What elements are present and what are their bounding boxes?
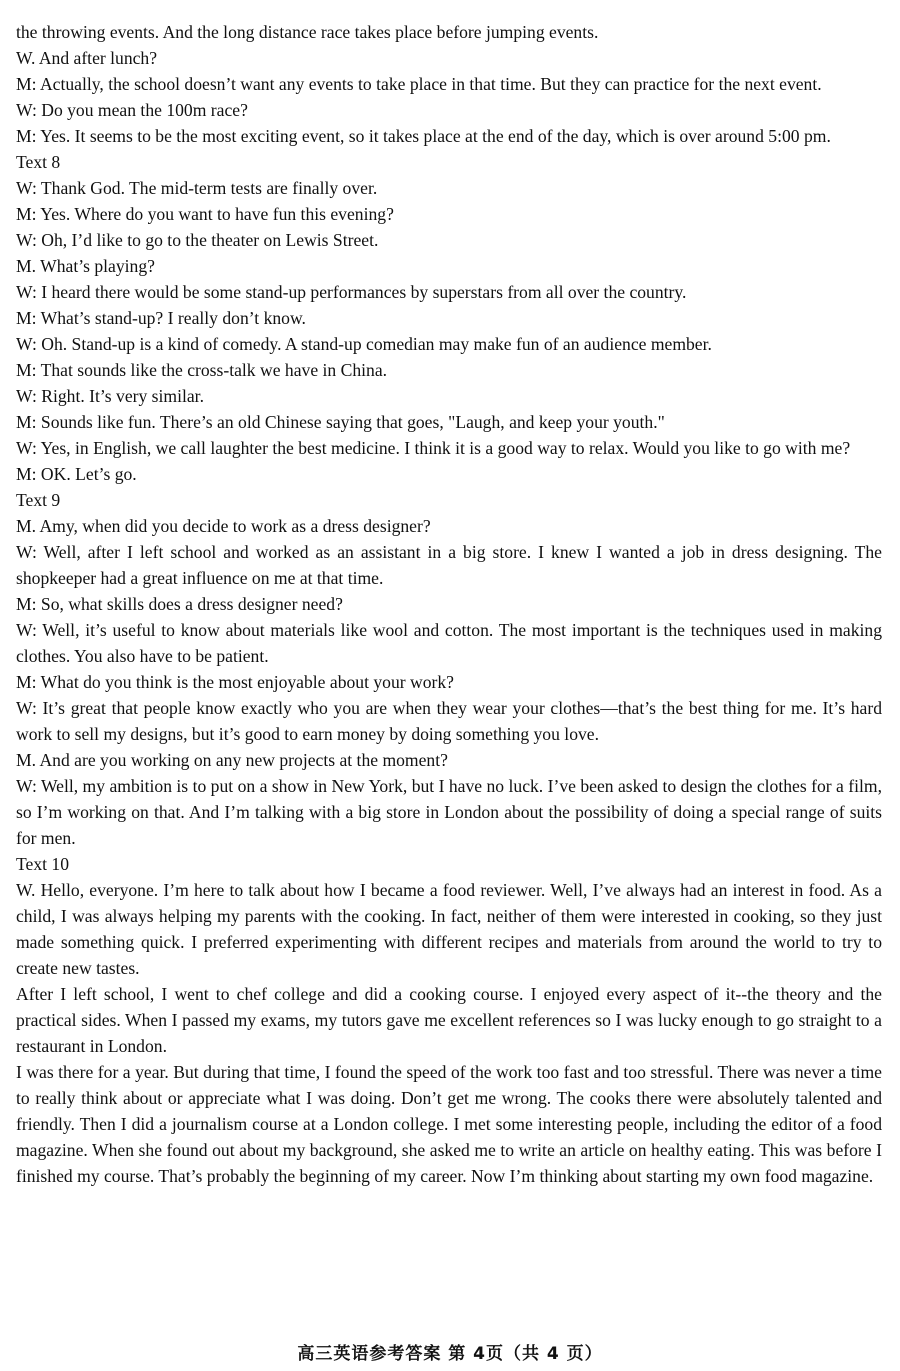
transcript-line: W: Yes, in English, we call laughter the best medicine. I think it is a good way to relax. Would you like to go with me?: [16, 438, 851, 458]
transcript-line: M. And are you working on any new projects at the moment?: [16, 750, 448, 770]
transcript-line: M. What’s playing?: [16, 256, 155, 276]
transcript-line: W: Well, my ambition is to put on a show in New York, but I have no luck. I’ve been asked to design the clothes for a film, so I’m working on that. And I’m talking with a big store in London about the possibility of doing a special range of suits for men.: [16, 776, 882, 848]
transcript-line: W: Do you mean the 100m race?: [16, 100, 248, 120]
transcript-line: M: That sounds like the cross-talk we have in China.: [16, 360, 388, 380]
transcript-line: M: So, what skills does a dress designer need?: [16, 594, 343, 614]
transcript-line: M: Actually, the school doesn’t want any events to take place in that time. But they can practice for the next event.: [16, 74, 822, 94]
section-heading-text-8: Text 8: [16, 152, 61, 172]
transcript-line: M. Amy, when did you decide to work as a dress designer?: [16, 516, 431, 536]
transcript-line: M: What’s stand-up? I really don’t know.: [16, 308, 306, 328]
transcript-line: W: I heard there would be some stand-up performances by superstars from all over the country.: [16, 282, 687, 302]
transcript-line: W: Thank God. The mid-term tests are finally over.: [16, 178, 378, 198]
transcript-line: M: Yes. Where do you want to have fun this evening?: [16, 204, 394, 224]
transcript-line: W. And after lunch?: [16, 48, 158, 68]
transcript-line: M: What do you think is the most enjoyable about your work?: [16, 672, 454, 692]
transcript-line: M: Sounds like fun. There’s an old Chinese saying that goes, "Laugh, and keep your youth.": [16, 412, 665, 432]
transcript-line: M: Yes. It seems to be the most exciting event, so it takes place at the end of the day, which is over around 5:00 pm.: [16, 126, 831, 146]
page-footer: 高三英语参考答案 第 4页（共 4 页）: [297, 1344, 603, 1364]
transcript-line: W: It’s great that people know exactly who you are when they wear your clothes—that’s the best thing for me. It’s hard work to sell my designs, but it’s good to earn money by doing something you love.: [16, 698, 882, 744]
transcript-line: W: Oh. Stand-up is a kind of comedy. A stand-up comedian may make fun of an audience member.: [16, 334, 712, 354]
transcript-line: W: Right. It’s very similar.: [16, 386, 204, 406]
transcript-line: M: OK. Let’s go.: [16, 464, 137, 484]
transcript-line: W: Oh, I’d like to go to the theater on Lewis Street.: [16, 230, 379, 250]
section-heading-text-10: Text 10: [16, 854, 70, 874]
transcript-body: [16, 19, 882, 1189]
transcript-paragraph: After I left school, I went to chef college and did a cooking course. I enjoyed every aspect of it--the theory and the practical sides. When I passed my exams, my tutors gave me excellent references so I was lucky enough to go straight to a restaurant in London.: [16, 984, 882, 1056]
transcript-line: W: Well, after I left school and worked as an assistant in a big store. I knew I wanted a job in dress designing. The shopkeeper had a great influence on me at that time.: [16, 542, 882, 588]
section-heading-text-9: Text 9: [16, 490, 61, 510]
transcript-paragraph: I was there for a year. But during that time, I found the speed of the work too fast and too stressful. There was never a time to really think about or appreciate what I was doing. Don’t get me wrong. The cooks there were absolutely talented and friendly. Then I did a journalism course at a London college. I met some interesting people, including the editor of a food magazine. When she found out about my background, she asked me to write an article on healthy eating. This was before I finished my course. That’s probably the beginning of my career. Now I’m thinking about starting my own food magazine.: [16, 1062, 882, 1186]
transcript-line: the throwing events. And the long distance race takes place before jumping events.: [16, 22, 599, 42]
transcript-paragraph: W. Hello, everyone. I’m here to talk about how I became a food reviewer. Well, I’ve always had an interest in food. As a child, I was always helping my parents with the cooking. In fact, neither of them were interested in cooking, so they just made something quick. I preferred experimenting with different recipes and materials from around the world to try to create new tastes.: [16, 880, 882, 978]
transcript-line: W: Well, it’s useful to know about materials like wool and cotton. The most important is the techniques used in making clothes. You also have to be patient.: [16, 620, 882, 666]
